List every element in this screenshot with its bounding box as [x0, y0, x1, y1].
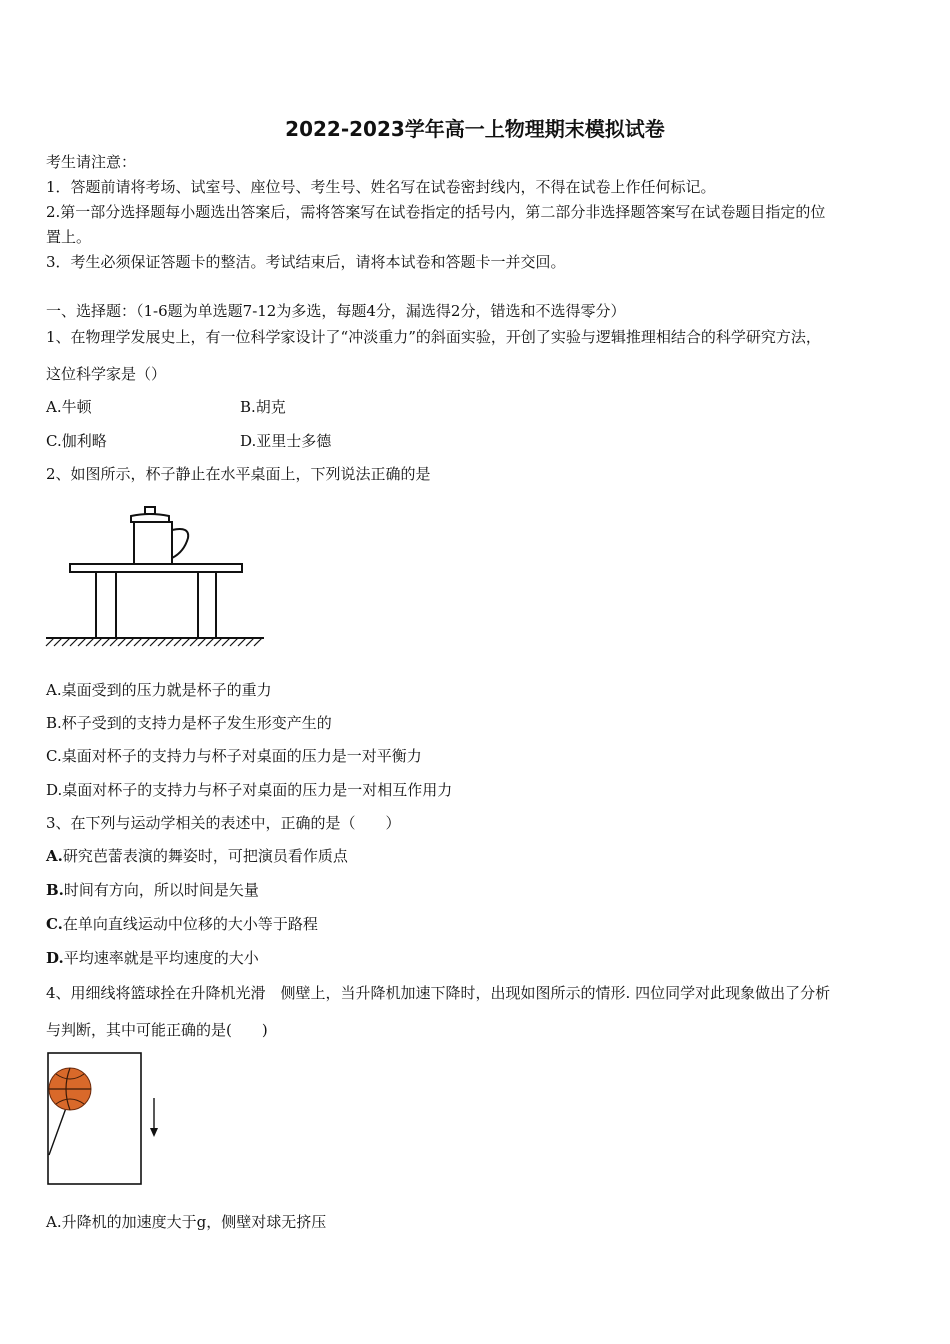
q3-stem: 3、在下列与运动学相关的表述中，正确的是（ ） — [46, 814, 401, 832]
elevator-basketball-figure — [44, 1050, 164, 1190]
q2-option-d: D.桌面对杯子的支持力与杯子对桌面的压力是一对相互作用力 — [46, 781, 453, 799]
q4-stem-line2: 与判断，其中可能正确的是( ) — [46, 1021, 268, 1039]
cup-body — [134, 522, 172, 564]
q1-stem-line1: 1、在物理学发展史上，有一位科学家设计了“冲淡重力”的斜面实验，开创了实验与逻辑推理相结合的科学研究方法， — [46, 328, 821, 346]
notice-item-2-cont: 置上。 — [46, 228, 92, 246]
ground-hatching — [46, 638, 262, 646]
basketball-icon — [49, 1068, 91, 1110]
string-line — [49, 1108, 66, 1155]
table-top — [70, 564, 242, 572]
q4-stem-line1: 4、用细线将篮球拴在升降机光滑 侧壁上，当升降机加速下降时，出现如图所示的情形. 四位同学对此现象做出了分析 — [46, 984, 831, 1002]
q2-option-c: C.桌面对杯子的支持力与杯子对桌面的压力是一对平衡力 — [46, 747, 422, 765]
q3-option-d-text: 平均速率就是平均速度的大小 — [63, 949, 259, 967]
cup-handle — [172, 529, 188, 558]
q3-option-b — [46, 880, 259, 900]
acceleration-arrow-head — [150, 1128, 158, 1137]
q3-option-a-text: 研究芭蕾表演的舞姿时，可把演员看作质点 — [62, 847, 348, 865]
table-frame — [116, 572, 198, 638]
q3-option-d-letter: D. — [46, 949, 64, 967]
q1-option-b: B.胡克 — [240, 398, 286, 416]
notice-heading: 考生请注意： — [46, 153, 137, 171]
notice-item-1: 1．答题前请将考场、试室号、座位号、考生号、姓名写在试卷密封线内，不得在试卷上作任何标记。 — [46, 178, 716, 196]
section-heading: 一、选择题：（1-6题为单选题7-12为多选，每题4分，漏选得2分，错选和不选得零分） — [46, 302, 626, 320]
q1-stem-line2: 这位科学家是（） — [46, 365, 167, 383]
q3-option-a — [46, 846, 348, 866]
q2-option-b: B.杯子受到的支持力是杯子发生形变产生的 — [46, 714, 332, 732]
q3-option-b-text: 时间有方向，所以时间是矢量 — [63, 881, 259, 899]
q3-option-c-letter: C. — [46, 915, 63, 933]
cup-lid-knob — [145, 507, 155, 514]
page-title: 2022-2023学年高一上物理期末模拟试卷 — [285, 117, 665, 141]
cup-on-table-figure — [44, 500, 268, 652]
cup-lid — [131, 514, 169, 522]
q3-option-d — [46, 948, 259, 968]
notice-item-2: 2.第一部分选择题每小题选出答案后，需将答案写在试卷指定的括号内，第二部分非选择题答案写在试卷题目指定的位 — [46, 203, 826, 221]
q2-stem: 2、如图所示，杯子静止在水平桌面上，下列说法正确的是 — [46, 465, 431, 483]
q3-option-c — [46, 914, 318, 934]
q4-option-a: A.升降机的加速度大于g，侧壁对球无挤压 — [46, 1213, 327, 1231]
q1-option-a: A.牛顿 — [46, 398, 92, 416]
q1-option-c: C.伽利略 — [46, 432, 107, 450]
q3-option-a-letter: A. — [46, 847, 63, 865]
q2-option-a: A.桌面受到的压力就是杯子的重力 — [46, 681, 272, 699]
notice-item-3: 3．考生必须保证答题卡的整洁。考试结束后，请将本试卷和答题卡一并交回。 — [46, 253, 566, 271]
q1-option-d: D.亚里士多德 — [240, 432, 332, 450]
q3-option-b-letter: B. — [46, 881, 64, 899]
q3-option-c-text: 在单向直线运动中位移的大小等于路程 — [62, 915, 318, 933]
